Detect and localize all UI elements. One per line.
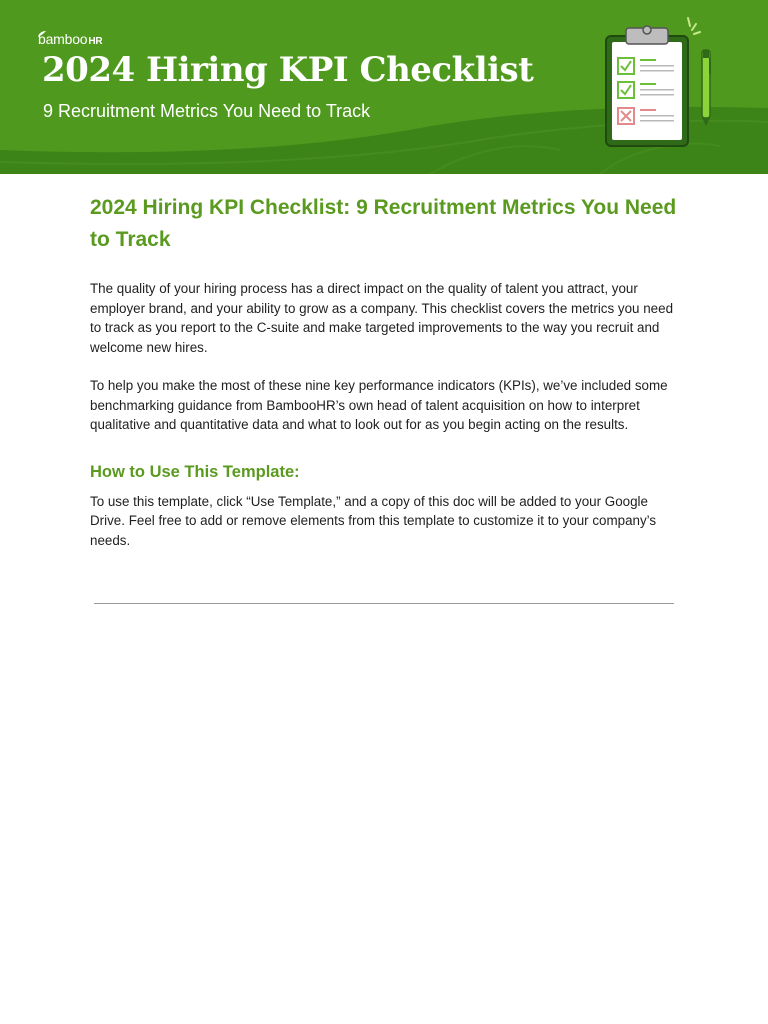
bamboohr-logo (38, 31, 102, 47)
logo-wordmark-suffix: HR (88, 36, 103, 47)
kpi-guidance-paragraph: To help you make the most of these nine key performance indicators (KPIs), we’ve included some benchmarking guidance from BambooHR’s own head of talent acquisition on how to interpret qualitative and quantitative data and what to look out for as you begin acting on the results. (90, 378, 668, 432)
document-title: 2024 Hiring KPI Checklist: 9 Recruitment Metrics You Need to Track (90, 196, 677, 251)
how-to-use-paragraph: To use this template, click “Use Template,” and a copy of this doc will be added to your Google Drive. Feel free to add or remove elements from this template to customize it to your company’s needs. (90, 493, 657, 548)
how-to-use-heading: How to Use This Template: (90, 462, 300, 481)
clipboard-checklist-icon (596, 14, 720, 150)
banner-title: 2024 Hiring KPI Checklist (42, 50, 534, 90)
document-body (90, 192, 680, 550)
logo-wordmark: bamboo (38, 31, 88, 47)
banner-subtitle: 9 Recruitment Metrics You Need to Track (43, 101, 371, 121)
header-banner (0, 0, 768, 174)
section-divider (94, 603, 674, 604)
intro-paragraph: The quality of your hiring process has a direct impact on the quality of talent you attract, your employer brand, and your ability to grow as a company. This checklist covers the metrics you need to track as you report to the C-suite and make targeted improvements to the way you recruit and welcome new hires. (90, 281, 674, 355)
